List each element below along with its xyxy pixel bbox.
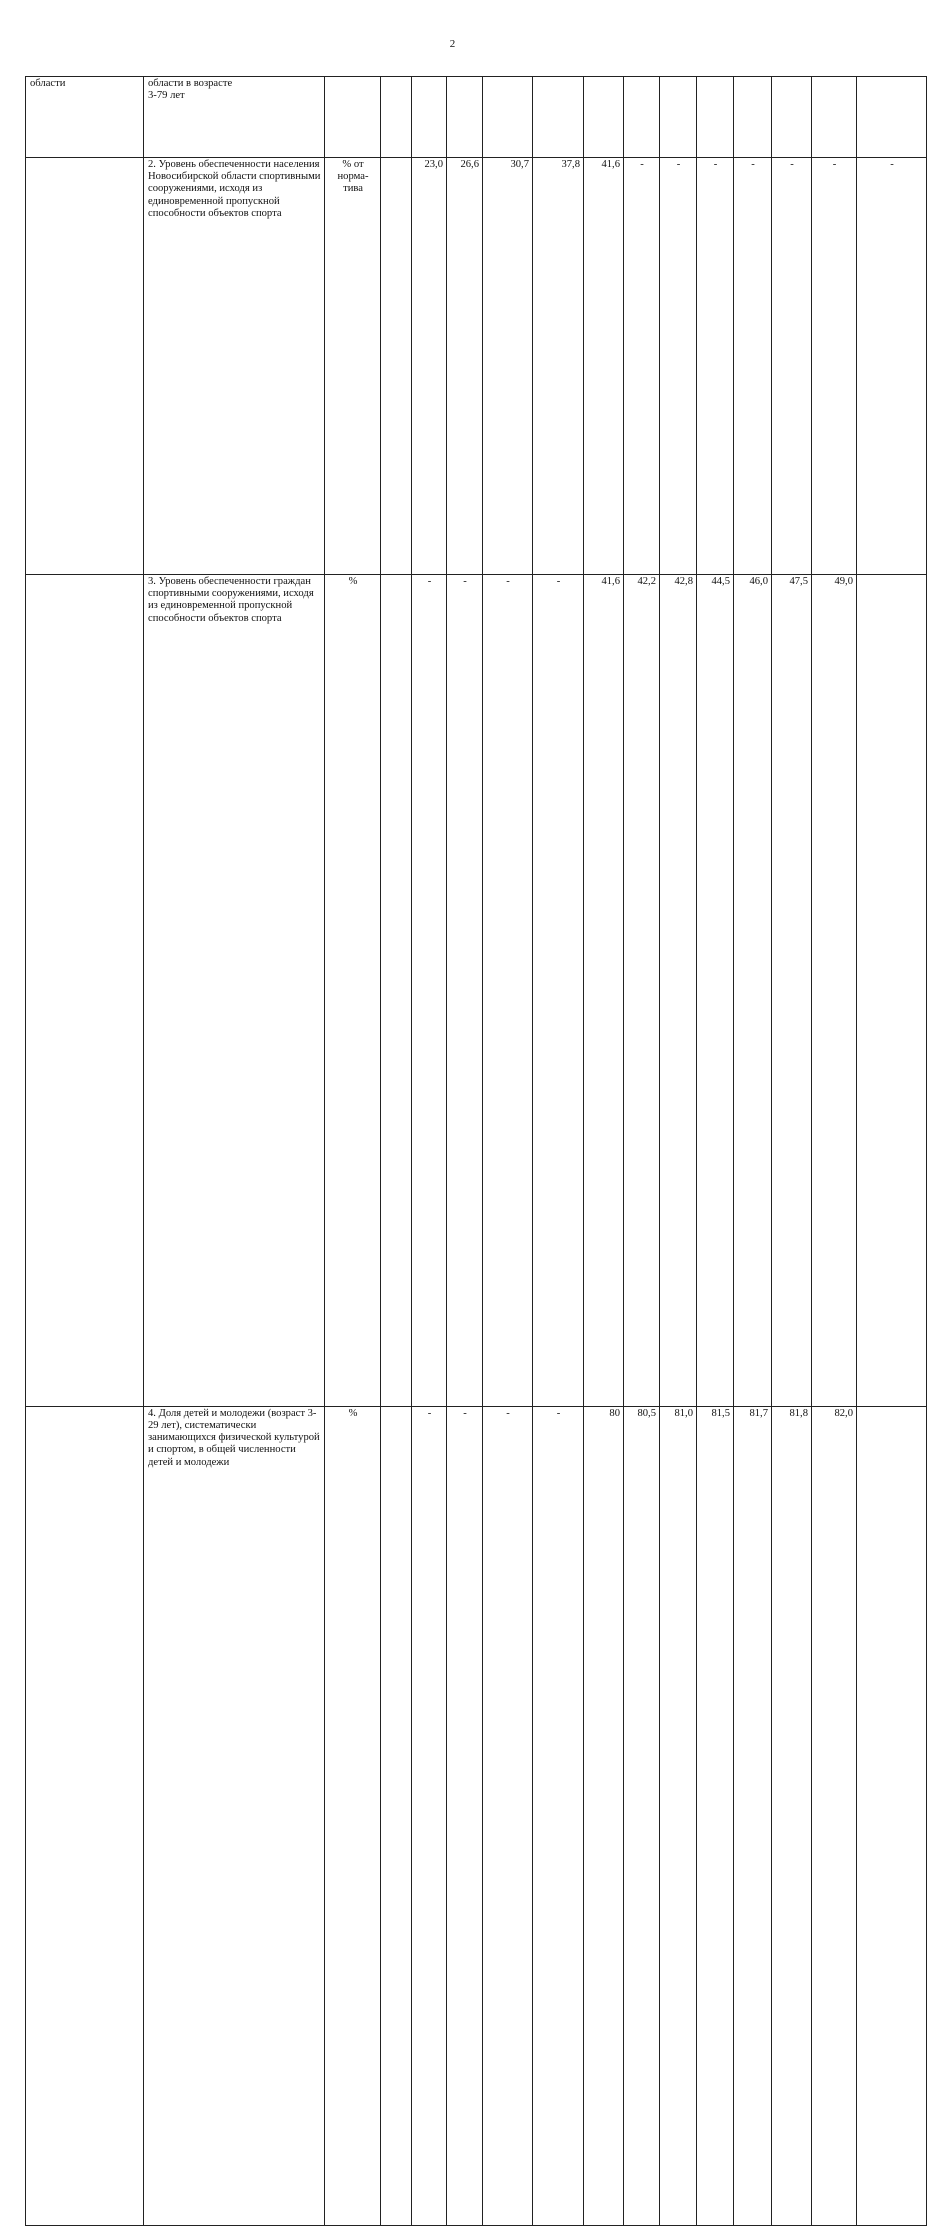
- table-row: [26, 158, 927, 575]
- region-cell: [26, 574, 144, 1406]
- page-number: 2: [449, 38, 456, 50]
- value-cell: [857, 77, 927, 158]
- value-cell: -: [533, 1406, 584, 2226]
- value-cell: [734, 77, 772, 158]
- value-cell: 23,0: [412, 158, 447, 575]
- table-row: [26, 77, 927, 158]
- value-cell: -: [812, 158, 857, 575]
- value-cell: -: [697, 158, 734, 575]
- unit-cell: % от норма- тива: [325, 158, 381, 575]
- value-cell: [483, 77, 533, 158]
- value-cell: 42,2: [624, 574, 660, 1406]
- value-cell: -: [412, 1406, 447, 2226]
- value-cell: 41,6: [584, 574, 624, 1406]
- value-cell: 82,0: [812, 1406, 857, 2226]
- indicator-cell: 4. Доля детей и молодежи (возраст 3-29 лет), систематически занимающихся физической культурой и спортом, в общей численности детей и молодежи: [144, 1406, 325, 2226]
- value-cell: 81,0: [660, 1406, 697, 2226]
- value-cell: [857, 1406, 927, 2226]
- value-cell: [624, 77, 660, 158]
- value-cell: 49,0: [812, 574, 857, 1406]
- value-cell: 81,7: [734, 1406, 772, 2226]
- value-cell: [812, 77, 857, 158]
- value-cell: 26,6: [447, 158, 483, 575]
- value-cell: -: [660, 158, 697, 575]
- value-cell: [697, 77, 734, 158]
- region-cell: области: [26, 77, 144, 158]
- table-row: [26, 1406, 927, 2226]
- table-row: [26, 574, 927, 1406]
- value-cell: 37,8: [533, 158, 584, 575]
- value-cell: 81,5: [697, 1406, 734, 2226]
- value-cell: -: [447, 1406, 483, 2226]
- value-cell: [381, 574, 412, 1406]
- indicator-cell: 2. Уровень обеспеченности населения Новосибирской области спортивными сооружениями, исходя из единовременной пропускной способности объектов спорта: [144, 158, 325, 575]
- value-cell: -: [533, 574, 584, 1406]
- value-cell: [857, 574, 927, 1406]
- value-cell: -: [772, 158, 812, 575]
- unit-cell: %: [325, 574, 381, 1406]
- indicator-cell: области в возрасте 3-79 лет: [144, 77, 325, 158]
- value-cell: -: [412, 574, 447, 1406]
- value-cell: 81,8: [772, 1406, 812, 2226]
- value-cell: 30,7: [483, 158, 533, 575]
- value-cell: -: [624, 158, 660, 575]
- unit-cell: [325, 77, 381, 158]
- region-cell: [26, 158, 144, 575]
- value-cell: 42,8: [660, 574, 697, 1406]
- value-cell: -: [483, 574, 533, 1406]
- value-cell: -: [483, 1406, 533, 2226]
- value-cell: [412, 77, 447, 158]
- value-cell: [584, 77, 624, 158]
- value-cell: 41,6: [584, 158, 624, 575]
- value-cell: [381, 77, 412, 158]
- value-cell: [660, 77, 697, 158]
- value-cell: 80: [584, 1406, 624, 2226]
- value-cell: [381, 158, 412, 575]
- indicator-cell: 3. Уровень обеспеченности граждан спортивными сооружениями, исходя из единовременной пропускной способности объектов спорта: [144, 574, 325, 1406]
- value-cell: [533, 77, 584, 158]
- indicators-table: [25, 76, 927, 2226]
- unit-cell: %: [325, 1406, 381, 2226]
- value-cell: 80,5: [624, 1406, 660, 2226]
- value-cell: -: [857, 158, 927, 575]
- value-cell: [381, 1406, 412, 2226]
- value-cell: 46,0: [734, 574, 772, 1406]
- value-cell: [447, 77, 483, 158]
- value-cell: 47,5: [772, 574, 812, 1406]
- region-cell: [26, 1406, 144, 2226]
- value-cell: [772, 77, 812, 158]
- value-cell: -: [734, 158, 772, 575]
- value-cell: -: [447, 574, 483, 1406]
- value-cell: 44,5: [697, 574, 734, 1406]
